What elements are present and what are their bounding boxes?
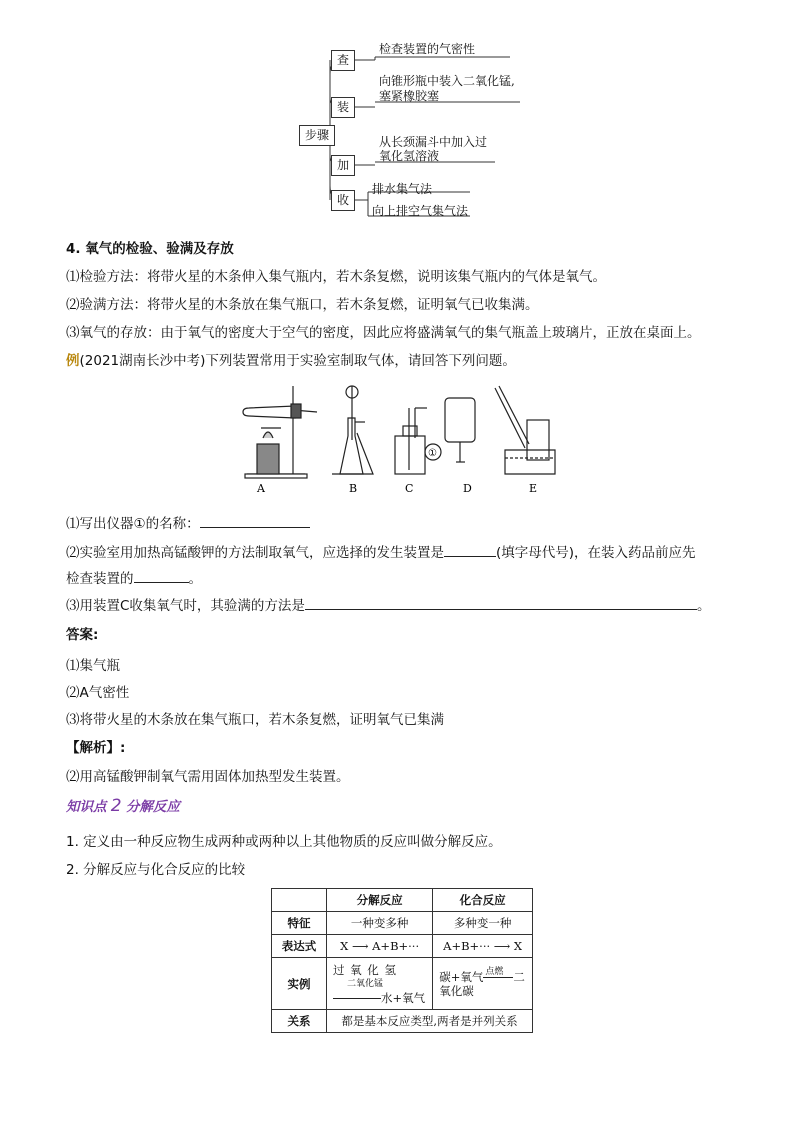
step-load-text-2: 塞紧橡胶塞 [379, 89, 440, 103]
question-2 [66, 541, 696, 561]
example-intro-line [66, 349, 516, 369]
example-combine-line [439, 967, 526, 984]
table-cell-example-combine [433, 958, 533, 1010]
question-2-cont [66, 567, 202, 587]
step-collect-text-2: 向上排空气集气法 [372, 204, 469, 218]
compare-table [271, 888, 533, 1033]
section4-item-3: ⑶氧气的存放：由于氧气的密度大于空气的密度，因此应将盛满氧气的集气瓶盖上玻璃片，正放在桌面上。 [66, 325, 701, 341]
table-cell-relation: 都是基本反应类型,两者是并列关系 [327, 1010, 533, 1033]
apparatus-label-b: B [349, 482, 358, 495]
table-cell-expression-combine: A+B+··· ⟶ X [433, 935, 533, 958]
analysis-title: 【解析】: [66, 740, 126, 756]
apparatus-circle-label: ① [428, 448, 437, 459]
question-3-blank [305, 595, 697, 610]
apparatus-label-e: E [529, 482, 538, 495]
step-collect-box: 收 [331, 190, 355, 211]
kp2-prefix: 知识点 [66, 799, 107, 815]
section4-title: 4. 氧气的检验、验满及存放 [66, 241, 234, 257]
analysis-item-1: ⑵用高锰酸钾制氧气需用固体加热型发生装置。 [66, 769, 350, 785]
example-decomp-top: 过 氧 化 氢 [333, 962, 397, 977]
table-header-combine: 化合反应 [433, 889, 533, 912]
step-check-box: 查 [331, 50, 355, 71]
example-decomp-cond: 二氧化锰 [347, 978, 384, 989]
answer-item-1: ⑴集气瓶 [66, 658, 120, 674]
apparatus-label-c: C [405, 482, 414, 495]
example-intro: (2021湖南长沙中考)下列装置常用于实验室制取气体，请回答下列问题。 [79, 353, 516, 369]
example-combine-top: 碳+氧气 [439, 969, 484, 984]
kp2-item-2: 2. 分解反应与化合反应的比较 [66, 862, 246, 878]
apparatus-label-a: A [257, 482, 265, 495]
step-add-box: 加 [331, 155, 355, 176]
kp2-heading [66, 795, 180, 816]
example-combine-cond: 点燃 [485, 967, 504, 977]
table-cell-feature-combine: 多种变一种 [433, 912, 533, 935]
kp2-name: 分解反应 [125, 799, 180, 815]
table-header-decomp: 分解反应 [327, 889, 433, 912]
apparatus-figure [235, 378, 565, 498]
table-label-expression: 表达式 [272, 935, 327, 958]
answer-title: 答案: [66, 627, 99, 643]
step-add-text-1: 从长颈漏斗中加入过 [379, 135, 488, 149]
arrow-line [483, 967, 513, 978]
example-combine-bottom: 氧化碳 [439, 983, 474, 998]
example-mark: 例 [66, 353, 80, 369]
example-decomp-arrow-line [333, 991, 426, 1005]
table-row [272, 935, 533, 958]
table-cell-expression-decomp: X ⟶ A+B+··· [327, 935, 433, 958]
table-cell-example-decomp [327, 958, 433, 1010]
table-row [272, 912, 533, 935]
question-3-text-b: 。 [696, 598, 711, 614]
step-load-box: 装 [331, 97, 355, 118]
table-cell-feature-decomp: 一种变多种 [327, 912, 433, 935]
step-check-text: 检查装置的气密性 [379, 42, 476, 56]
steps-root-box: 步骤 [299, 125, 335, 146]
table-row [272, 889, 533, 912]
question-2-blank-1 [444, 542, 496, 557]
step-collect-text-1: 排水集气法 [372, 182, 433, 196]
table-label-example: 实例 [272, 958, 327, 1010]
section4-item-1: ⑴检验方法：将带火星的木条伸入集气瓶内，若木条复燃，说明该集气瓶内的气体是氧气。 [66, 269, 606, 285]
arrow-line [333, 998, 381, 999]
question-2-text-d: 。 [188, 571, 202, 587]
question-1-blank [200, 513, 310, 528]
table-header-empty [272, 889, 327, 912]
question-1-text: ⑴写出仪器①的名称： [66, 516, 200, 532]
question-2-text-a: ⑵实验室用加热高锰酸钾的方法制取氧气，应选择的发生装置是 [66, 545, 444, 561]
table-label-relation: 关系 [272, 1010, 327, 1033]
kp2-num: 2 [110, 796, 122, 816]
question-2-blank-2 [134, 568, 189, 583]
table-row [272, 1010, 533, 1033]
apparatus-label-d: D [463, 482, 472, 495]
question-2-text-b: (填字母代号)，在装入药品前应先 [496, 545, 696, 561]
table-label-feature: 特征 [272, 912, 327, 935]
example-decomp-bottom: 水+氧气 [381, 990, 426, 1005]
section4-item-2: ⑵验满方法：将带火星的木条放在集气瓶口，若木条复燃，证明氧气已收集满。 [66, 297, 539, 313]
kp2-item-1: 1. 定义由一种反应物生成两种或两种以上其他物质的反应叫做分解反应。 [66, 834, 502, 850]
step-load-text-1: 向锥形瓶中装入二氧化锰, [379, 74, 515, 88]
question-1 [66, 512, 310, 532]
question-2-text-c: 检查装置的 [66, 571, 134, 587]
example-combine-tail: 二 [513, 969, 525, 984]
answer-item-3: ⑶将带火星的木条放在集气瓶口，若木条复燃，证明氧气已集满 [66, 712, 444, 728]
question-3 [66, 594, 710, 614]
step-add-text-2: 氧化氢溶液 [379, 149, 440, 163]
answer-item-2: ⑵A气密性 [66, 685, 130, 701]
question-3-text-a: ⑶用装置C收集氧气时，其验满的方法是 [66, 598, 305, 614]
table-row [272, 958, 533, 1010]
